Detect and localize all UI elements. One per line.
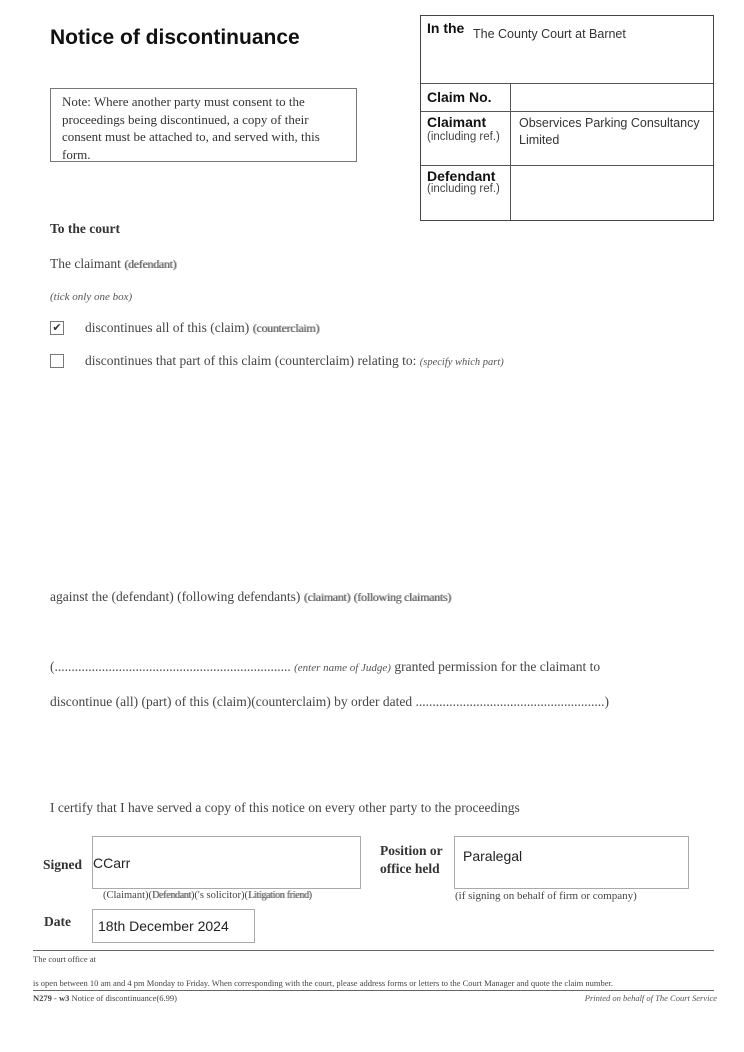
- form-code: N279 - w3: [33, 993, 70, 1003]
- in-the-label: In the: [427, 20, 465, 36]
- date-value: 18th December 2024: [98, 918, 229, 934]
- position-field[interactable]: [454, 836, 689, 889]
- page-title: Notice of discontinuance: [50, 26, 300, 49]
- discontinue-all-label: discontinues all of this (claim): [85, 320, 250, 335]
- discontinue-part-checkbox[interactable]: [50, 354, 64, 368]
- litigation-friend-struck: Litigation friend: [247, 890, 309, 901]
- defendant-sub-label: (including ref.): [427, 183, 500, 195]
- tick-instruction: (tick only one box): [50, 291, 133, 303]
- defendant-role-struck: Defendant: [151, 890, 191, 901]
- signatory-role: [103, 890, 312, 901]
- certify-statement: I certify that I have served a copy of this notice on every other party to the proceedings: [50, 800, 520, 815]
- against-text: against the (defendant) (following defendants): [50, 589, 301, 604]
- position-label-line1: Position or: [380, 843, 443, 858]
- claim-no-label: Claim No.: [427, 89, 492, 105]
- footer-divider-top: [33, 950, 714, 951]
- discontinue-all-option: [85, 320, 319, 336]
- form-name: Notice of discontinuance(6.99): [71, 993, 177, 1003]
- discontinue-part-option: [85, 353, 504, 369]
- claimant-statement: [50, 256, 176, 272]
- judge-permission-text: granted permission for the claimant to: [394, 659, 601, 674]
- against-statement: [50, 589, 451, 605]
- defendant-row: [421, 166, 713, 220]
- signature-field[interactable]: [92, 836, 361, 889]
- form-identifier: [33, 993, 177, 1003]
- court-office-hours: is open between 10 am and 4 pm Monday to Friday. When corresponding with the court, please address forms or letters to the Court Manager and quote the claim number.: [33, 978, 613, 988]
- discontinue-all-checkbox[interactable]: ✔: [50, 321, 64, 335]
- court-row: [421, 16, 713, 84]
- printed-on-behalf: Printed on behalf of The Court Service: [584, 993, 717, 1003]
- date-field[interactable]: [92, 909, 255, 943]
- following-claimants-struck-text: (following claimants): [353, 590, 451, 604]
- claimant-statement-text: The claimant: [50, 256, 121, 271]
- claimant-struck-text: (claimant): [303, 590, 351, 604]
- case-info-box: [420, 15, 714, 221]
- judge-permission-line-2: discontinue (all) (part) of this (claim)(counterclaim) by order dated ........................................................): [50, 694, 609, 709]
- to-the-court-heading: To the court: [50, 221, 120, 236]
- counterclaim-struck-text: (counterclaim): [252, 321, 320, 335]
- court-name[interactable]: The County Court at Barnet: [473, 27, 626, 41]
- position-hint: (if signing on behalf of firm or company): [455, 890, 637, 902]
- judge-name-blank[interactable]: (......................................................................: [50, 659, 291, 674]
- position-label: [380, 842, 443, 877]
- claimant-sub-label: (including ref.): [427, 131, 500, 143]
- claim-no-row: [421, 84, 713, 112]
- role-text-b: )('s solicitor)(: [190, 890, 248, 901]
- footer-divider-bottom: [33, 990, 714, 991]
- date-label: Date: [44, 914, 71, 929]
- defendant-struck-text: (defendant): [124, 257, 177, 271]
- signature-value: CCarr: [93, 855, 131, 871]
- judge-name-hint: (enter name of Judge): [294, 662, 391, 674]
- consent-note: Note: Where another party must consent to the proceedings being discontinued, a copy of their consent must be attached to, and served with, this form.: [50, 88, 357, 162]
- defendant-label: Defendant: [427, 168, 496, 184]
- specify-part-hint: (specify which part): [419, 357, 504, 368]
- judge-permission-line-1: [50, 659, 600, 675]
- signed-label: Signed: [43, 857, 83, 872]
- position-value: Paralegal: [463, 848, 523, 864]
- role-text-c: ): [308, 890, 313, 901]
- discontinue-part-label: discontinues that part of this claim (counterclaim) relating to:: [85, 353, 417, 368]
- position-label-line2: office held: [380, 860, 440, 876]
- claimant-row: [421, 112, 713, 166]
- court-office-label: The court office at: [33, 954, 96, 964]
- claimant-field[interactable]: Observices Parking Consultancy Limited: [519, 116, 700, 147]
- role-text-a: (Claimant)(: [103, 890, 152, 901]
- column-divider: [510, 84, 511, 220]
- claimant-label: Claimant: [427, 114, 487, 130]
